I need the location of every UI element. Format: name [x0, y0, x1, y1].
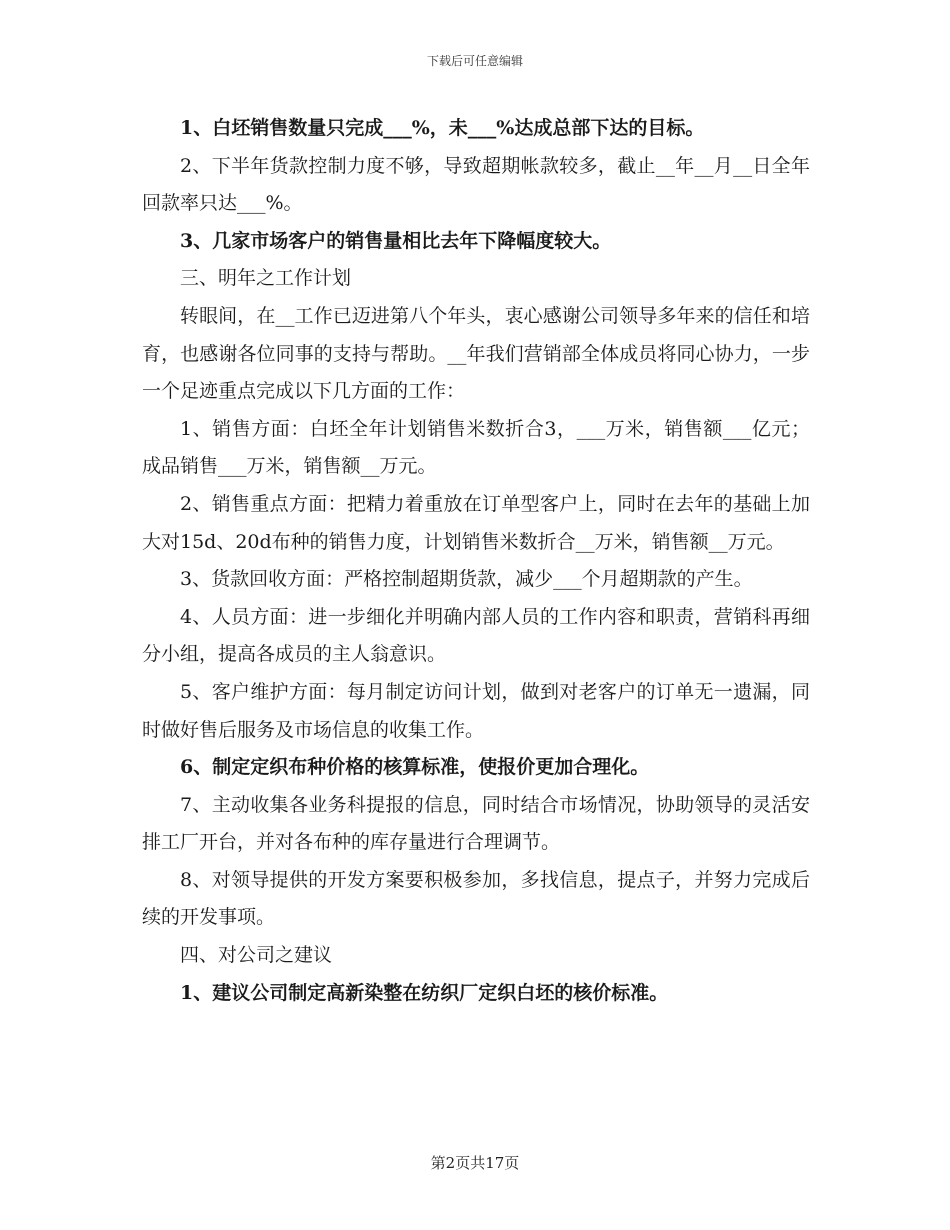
- paragraph: 4、人员方面：进一步细化并明确内部人员的工作内容和职责，营销科再细分小组，提高各成员的主人翁意识。: [142, 605, 810, 666]
- paragraph: 3、几家市场客户的销售量相比去年下降幅度较大。: [180, 229, 612, 252]
- document-body: [142, 110, 810, 1012]
- paragraph: 1、白坯销售数量只完成___%，未___%达成总部下达的目标。: [180, 117, 705, 139]
- paragraph: 5、客户维护方面：每月制定访问计划，做到对老客户的订单无一遗漏，同时做好售后服务及市场信息的收集工作。: [142, 680, 810, 741]
- paragraph: 6、制定定织布种价格的核算标准，使报价更加合理化。: [180, 756, 650, 779]
- paragraph: 1、建议公司制定高新染整在纺织厂定织白坯的核价标准。: [180, 981, 669, 1004]
- paragraph: 2、下半年货款控制力度不够，导致超期帐款较多，截止__年__月__日全年回款率只达___%。: [142, 154, 810, 215]
- paragraph: 7、主动收集各业务科提报的信息，同时结合市场情况，协助领导的灵活安排工厂开台，并对各布种的库存量进行合理调节。: [142, 793, 810, 854]
- section-heading: 四、对公司之建议: [180, 944, 333, 967]
- page-header-note: 下载后可任意编辑: [426, 54, 523, 68]
- page-footer-number: 第2页共17页: [430, 1154, 520, 1172]
- paragraph: 转眼间，在__工作已迈进第八个年头，衷心感谢公司领导多年来的信任和培育，也感谢各位同事的支持与帮助。__年我们营销部全体成员将同心协力，一步一个足迹重点完成以下几方面的工作：: [142, 304, 810, 403]
- section-heading: 三、明年之工作计划: [180, 267, 352, 290]
- paragraph: 8、对领导提供的开发方案要积极参加，多找信息，提点子，并努力完成后续的开发事项。: [142, 868, 810, 929]
- paragraph: 2、销售重点方面：把精力着重放在订单型客户上，同时在去年的基础上加大对15d、20d布种的销售力度，计划销售米数折合__万米，销售额__万元。: [142, 492, 810, 553]
- paragraph: 1、销售方面：白坯全年计划销售米数折合3，___万米，销售额___亿元；成品销售___万米，销售额__万元。: [142, 417, 810, 478]
- paragraph: 3、货款回收方面：严格控制超期货款，减少___个月超期款的产生。: [180, 568, 753, 591]
